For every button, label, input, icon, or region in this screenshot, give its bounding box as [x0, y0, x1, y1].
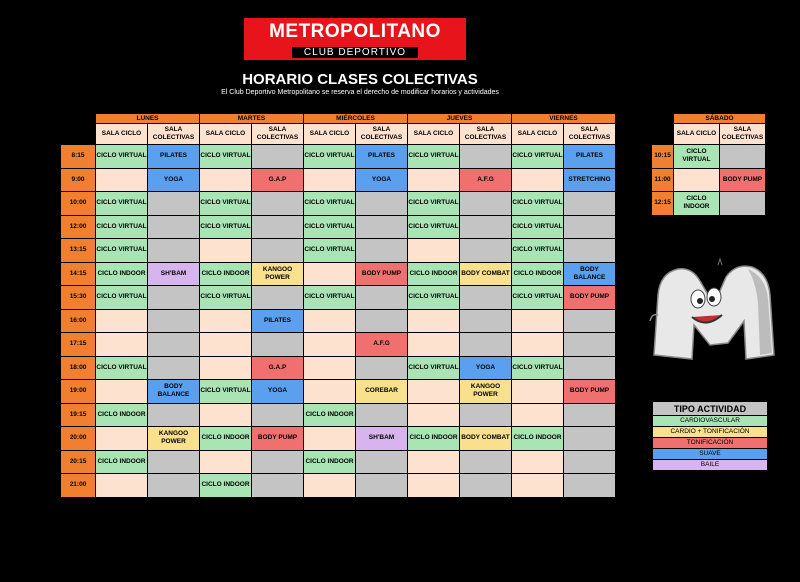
empty-cell	[564, 450, 616, 474]
schedule-row	[61, 239, 616, 263]
empty-cell	[200, 333, 252, 357]
empty-cell	[408, 380, 460, 404]
empty-cell	[304, 380, 356, 404]
class-cell: CICLO VIRTUAL	[408, 215, 460, 239]
empty-cell	[512, 380, 564, 404]
empty-cell	[512, 333, 564, 357]
day-header: LUNES	[96, 114, 200, 124]
class-cell: BODY PUMP	[252, 427, 304, 451]
class-cell: CICLO VIRTUAL	[200, 192, 252, 216]
class-cell: PILATES	[356, 145, 408, 169]
empty-cell	[460, 286, 512, 310]
empty-cell	[200, 239, 252, 263]
schedule-row	[61, 309, 616, 333]
room-header-colectivas: SALA COLECTIVAS	[564, 124, 616, 145]
empty-cell	[564, 239, 616, 263]
time-cell: 19:00	[61, 380, 96, 404]
empty-cell	[252, 403, 304, 427]
day-header-row	[652, 114, 766, 124]
class-cell: CICLO VIRTUAL	[200, 215, 252, 239]
empty-cell	[408, 474, 460, 498]
schedule-row	[61, 474, 616, 498]
class-cell: STRETCHING	[564, 168, 616, 192]
empty-cell	[564, 427, 616, 451]
empty-cell	[356, 309, 408, 333]
class-cell: A.F.G	[460, 168, 512, 192]
class-cell: CICLO VIRTUAL	[408, 356, 460, 380]
schedule-row	[652, 168, 766, 192]
empty-cell	[148, 356, 200, 380]
time-cell: 9:00	[61, 168, 96, 192]
legend-row	[653, 438, 768, 449]
empty-cell	[460, 309, 512, 333]
class-cell: BODY PUMP	[720, 168, 766, 192]
time-cell: 16:00	[61, 309, 96, 333]
class-cell: CICLO INDOOR	[304, 450, 356, 474]
class-cell: SH'BAM	[148, 262, 200, 286]
class-cell: CICLO VIRTUAL	[96, 239, 148, 263]
class-cell: CICLO INDOOR	[96, 403, 148, 427]
empty-cell	[356, 356, 408, 380]
empty-cell	[252, 145, 304, 169]
class-cell: CICLO VIRTUAL	[304, 215, 356, 239]
room-header-ciclo: SALA CICLO	[512, 124, 564, 145]
class-cell: BODY BALANCE	[148, 380, 200, 404]
empty-cell	[304, 309, 356, 333]
time-cell: 10:00	[61, 192, 96, 216]
class-cell: CICLO INDOOR	[96, 262, 148, 286]
legend-title: TIPO ACTIVIDAD	[653, 402, 768, 416]
class-cell: CICLO VIRTUAL	[200, 145, 252, 169]
empty-cell	[252, 192, 304, 216]
room-header-colectivas: SALA COLECTIVAS	[720, 124, 766, 145]
schedule-row	[61, 427, 616, 451]
empty-cell	[356, 403, 408, 427]
empty-cell	[356, 286, 408, 310]
corner-cell	[652, 124, 674, 145]
legend-item-baile: BAILE	[653, 460, 768, 471]
empty-cell	[460, 333, 512, 357]
class-cell: CICLO VIRTUAL	[512, 192, 564, 216]
class-cell: CICLO VIRTUAL	[96, 356, 148, 380]
empty-cell	[148, 333, 200, 357]
empty-cell	[512, 474, 564, 498]
empty-cell	[460, 450, 512, 474]
time-cell: 12:00	[61, 215, 96, 239]
room-header-ciclo: SALA CICLO	[408, 124, 460, 145]
schedule-row	[652, 145, 766, 169]
time-cell: 15:30	[61, 286, 96, 310]
class-cell: CICLO INDOOR	[674, 192, 720, 216]
day-header: VIERNES	[512, 114, 616, 124]
class-cell: G.A.P	[252, 168, 304, 192]
empty-cell	[356, 239, 408, 263]
empty-cell	[356, 215, 408, 239]
corner-cell	[61, 114, 96, 124]
club-logo	[244, 18, 466, 60]
empty-cell	[564, 474, 616, 498]
time-cell: 8:15	[61, 145, 96, 169]
empty-cell	[96, 427, 148, 451]
time-cell: 21:00	[61, 474, 96, 498]
class-cell: CICLO VIRTUAL	[304, 145, 356, 169]
empty-cell	[96, 309, 148, 333]
schedule-row	[61, 380, 616, 404]
room-header-colectivas: SALA COLECTIVAS	[148, 124, 200, 145]
class-cell: CICLO VIRTUAL	[200, 286, 252, 310]
empty-cell	[252, 474, 304, 498]
empty-cell	[148, 450, 200, 474]
class-cell: BODY COMBAT	[460, 427, 512, 451]
room-header-row	[61, 124, 616, 145]
class-cell: COREBAR	[356, 380, 408, 404]
class-cell: CICLO VIRTUAL	[200, 380, 252, 404]
empty-cell	[200, 403, 252, 427]
class-cell: YOGA	[356, 168, 408, 192]
day-header: MIÉRCOLES	[304, 114, 408, 124]
empty-cell	[304, 168, 356, 192]
empty-cell	[564, 309, 616, 333]
schedule-row	[61, 145, 616, 169]
empty-cell	[356, 450, 408, 474]
empty-cell	[356, 474, 408, 498]
class-cell: CICLO VIRTUAL	[96, 286, 148, 310]
class-cell: CICLO INDOOR	[304, 403, 356, 427]
schedule-row	[61, 333, 616, 357]
legend-row	[653, 427, 768, 438]
empty-cell	[720, 192, 766, 216]
class-cell: CICLO INDOOR	[408, 427, 460, 451]
time-cell: 19:15	[61, 403, 96, 427]
empty-cell	[200, 356, 252, 380]
empty-cell	[148, 215, 200, 239]
saturday-schedule-table	[651, 113, 766, 216]
class-cell: CICLO INDOOR	[96, 450, 148, 474]
schedule-row	[652, 192, 766, 216]
page-title: HORARIO CLASES COLECTIVAS	[242, 71, 478, 88]
empty-cell	[148, 192, 200, 216]
empty-cell	[408, 450, 460, 474]
legend-item-tonif: TONIFICACIÓN	[653, 438, 768, 449]
class-cell: SH'BAM	[356, 427, 408, 451]
class-cell: BODY PUMP	[356, 262, 408, 286]
room-header-colectivas: SALA COLECTIVAS	[356, 124, 408, 145]
room-header-ciclo: SALA CICLO	[96, 124, 148, 145]
empty-cell	[460, 239, 512, 263]
class-cell: CICLO INDOOR	[408, 262, 460, 286]
empty-cell	[252, 333, 304, 357]
class-cell: CICLO VIRTUAL	[512, 215, 564, 239]
empty-cell	[96, 380, 148, 404]
empty-cell	[304, 427, 356, 451]
class-cell: CICLO VIRTUAL	[512, 286, 564, 310]
empty-cell	[148, 403, 200, 427]
class-cell: BODY PUMP	[564, 286, 616, 310]
empty-cell	[252, 215, 304, 239]
empty-cell	[200, 309, 252, 333]
time-cell: 18:00	[61, 356, 96, 380]
day-header: JUEVES	[408, 114, 512, 124]
room-header-ciclo: SALA CICLO	[674, 124, 720, 145]
legend-row	[653, 449, 768, 460]
empty-cell	[408, 333, 460, 357]
class-cell: CICLO VIRTUAL	[304, 286, 356, 310]
day-header: SÁBADO	[674, 114, 766, 124]
day-header-row	[61, 114, 616, 124]
class-cell: CICLO VIRTUAL	[304, 239, 356, 263]
class-cell: YOGA	[252, 380, 304, 404]
schedule-row	[61, 192, 616, 216]
class-cell: BODY PUMP	[564, 380, 616, 404]
class-cell: A.F.G	[356, 333, 408, 357]
schedule-row	[61, 262, 616, 286]
class-cell: CICLO VIRTUAL	[408, 286, 460, 310]
empty-cell	[460, 474, 512, 498]
legend-item-mixto: CARDIO + TONIFICACIÓN	[653, 427, 768, 438]
class-cell: CICLO VIRTUAL	[304, 192, 356, 216]
empty-cell	[96, 168, 148, 192]
time-cell: 13:15	[61, 239, 96, 263]
schedule-row	[61, 450, 616, 474]
class-cell: G.A.P	[252, 356, 304, 380]
class-cell: CICLO VIRTUAL	[674, 145, 720, 169]
empty-cell	[460, 192, 512, 216]
class-cell: CICLO VIRTUAL	[96, 145, 148, 169]
class-cell: KANGOO POWER	[460, 380, 512, 404]
class-cell: CICLO INDOOR	[512, 262, 564, 286]
class-cell: YOGA	[148, 168, 200, 192]
empty-cell	[512, 309, 564, 333]
empty-cell	[512, 450, 564, 474]
logo-subtitle: CLUB DEPORTIVO	[292, 47, 418, 58]
empty-cell	[148, 309, 200, 333]
schedule-row	[61, 286, 616, 310]
empty-cell	[408, 309, 460, 333]
empty-cell	[408, 403, 460, 427]
activity-type-legend	[652, 401, 768, 471]
logo-name: METROPOLITANO	[269, 21, 441, 42]
empty-cell	[252, 286, 304, 310]
empty-cell	[408, 168, 460, 192]
room-header-row	[652, 124, 766, 145]
time-cell: 20:00	[61, 427, 96, 451]
empty-cell	[460, 215, 512, 239]
class-cell: CICLO VIRTUAL	[96, 192, 148, 216]
class-cell: KANGOO POWER	[148, 427, 200, 451]
empty-cell	[408, 239, 460, 263]
empty-cell	[148, 239, 200, 263]
empty-cell	[564, 333, 616, 357]
class-cell: CICLO VIRTUAL	[512, 356, 564, 380]
time-cell: 20:15	[61, 450, 96, 474]
empty-cell	[304, 474, 356, 498]
time-cell: 11:00	[652, 168, 674, 192]
empty-cell	[564, 403, 616, 427]
empty-cell	[720, 145, 766, 169]
room-header-ciclo: SALA CICLO	[304, 124, 356, 145]
class-cell: BODY BALANCE	[564, 262, 616, 286]
time-cell: 17:15	[61, 333, 96, 357]
class-cell: CICLO VIRTUAL	[512, 239, 564, 263]
empty-cell	[148, 474, 200, 498]
empty-cell	[304, 333, 356, 357]
time-cell: 10:15	[652, 145, 674, 169]
empty-cell	[512, 403, 564, 427]
time-cell: 12:15	[652, 192, 674, 216]
page-subtitle: El Club Deportivo Metropolitano se reserva el derecho de modificar horarios y actividades	[221, 89, 499, 96]
schedule-row	[61, 168, 616, 192]
class-cell: PILATES	[252, 309, 304, 333]
class-cell: CICLO VIRTUAL	[408, 145, 460, 169]
class-cell: CICLO INDOOR	[512, 427, 564, 451]
empty-cell	[304, 262, 356, 286]
class-cell: KANGOO POWER	[252, 262, 304, 286]
legend-item-cardio: CARDIOVASCULAR	[653, 416, 768, 427]
class-cell: CICLO INDOOR	[200, 262, 252, 286]
legend-row	[653, 416, 768, 427]
empty-cell	[564, 356, 616, 380]
empty-cell	[96, 474, 148, 498]
class-cell: CICLO VIRTUAL	[408, 192, 460, 216]
empty-cell	[356, 192, 408, 216]
empty-cell	[460, 403, 512, 427]
schedule-row	[61, 403, 616, 427]
class-cell: PILATES	[148, 145, 200, 169]
empty-cell	[252, 450, 304, 474]
room-header-colectivas: SALA COLECTIVAS	[252, 124, 304, 145]
legend-item-suave: SUAVE	[653, 449, 768, 460]
corner-cell	[652, 114, 674, 124]
empty-cell	[148, 286, 200, 310]
class-cell: CICLO INDOOR	[200, 474, 252, 498]
room-header-ciclo: SALA CICLO	[200, 124, 252, 145]
day-header: MARTES	[200, 114, 304, 124]
class-cell: CICLO INDOOR	[200, 427, 252, 451]
class-cell: PILATES	[564, 145, 616, 169]
legend-row	[653, 460, 768, 471]
room-header-colectivas: SALA COLECTIVAS	[460, 124, 512, 145]
class-cell: CICLO VIRTUAL	[512, 145, 564, 169]
empty-cell	[564, 192, 616, 216]
empty-cell	[200, 450, 252, 474]
class-cell: BODY COMBAT	[460, 262, 512, 286]
empty-cell	[674, 168, 720, 192]
class-cell: YOGA	[460, 356, 512, 380]
corner-cell	[61, 124, 96, 145]
empty-cell	[96, 333, 148, 357]
time-cell: 14:15	[61, 262, 96, 286]
schedule-row	[61, 356, 616, 380]
empty-cell	[304, 356, 356, 380]
weekday-schedule-table	[60, 113, 616, 498]
empty-cell	[564, 215, 616, 239]
mascot-m-character-icon	[648, 255, 780, 363]
class-cell: CICLO VIRTUAL	[96, 215, 148, 239]
empty-cell	[200, 168, 252, 192]
schedule-row	[61, 215, 616, 239]
empty-cell	[460, 145, 512, 169]
empty-cell	[512, 168, 564, 192]
empty-cell	[252, 239, 304, 263]
